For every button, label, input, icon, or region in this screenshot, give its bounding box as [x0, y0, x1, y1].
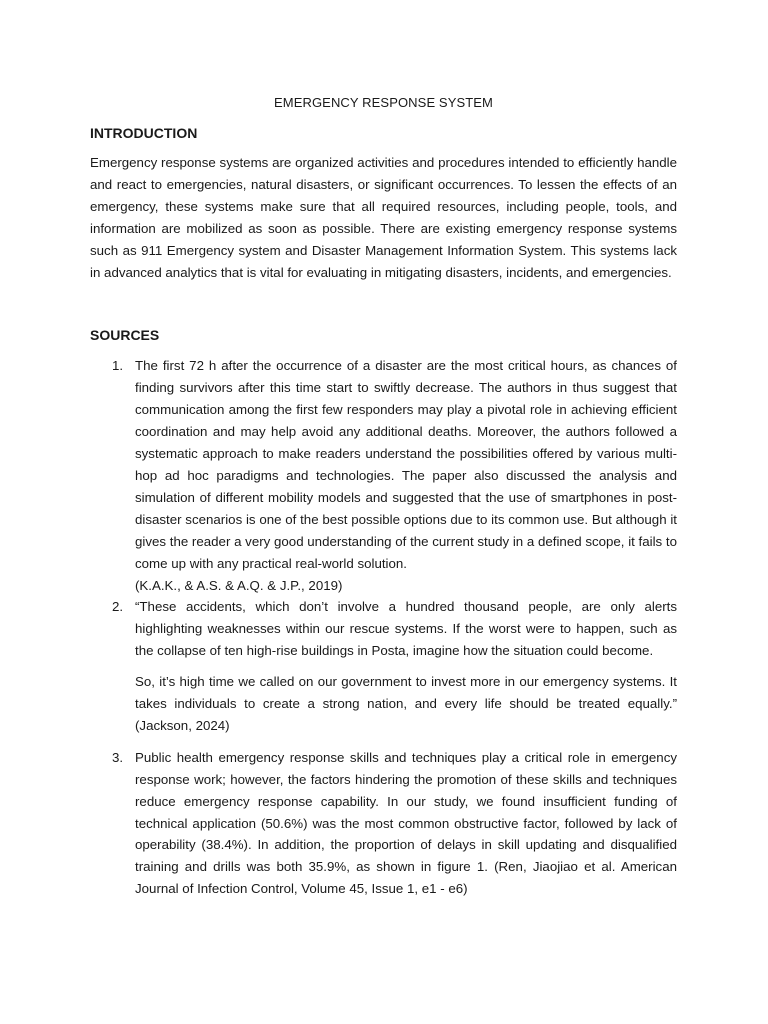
source-paragraph: So, it’s high time we called on our government to invest more in our emergency systems. It takes individuals to create a strong nation, and every life should be treated equally.” (Jackson, 2024) — [135, 674, 677, 733]
introduction-paragraph: Emergency response systems are organized activities and procedures intended to efficiently handle and react to emergencies, natural disasters, or significant occurrences. To lessen the effects of an emergency, these systems make sure that all required resources, including people, tools, and information are mobilized as soon as possible. There are existing emergency response systems such as 911 Emergency system and Disaster Management Information System. This systems lack in advanced analytics that is vital for evaluating in mitigating disasters, incidents, and emergencies. — [90, 155, 677, 280]
sources-list — [90, 355, 677, 900]
source-item-1 — [90, 355, 677, 596]
source-paragraph: “These accidents, which don’t involve a hundred thousand people, are only alerts highlighting weaknesses within our rescue systems. If the worst were to happen, such as the collapse of ten high-rise buildings in Posta, imagine how the situation could become. — [135, 599, 677, 659]
source-paragraph — [135, 355, 677, 596]
source-paragraph: Public health emergency response skills and techniques play a critical role in emergency response work; however, the factors hindering the promotion of these skills and techniques reduce emergency response capability. In our study, we found insufficient funding of technical application (50.6%) was the most common obstructive factor, followed by lack of operability (38.4%). In addition, the proportion of delays in skill updating and disqualified training and drills was both 35.9%, as shown in figure 1. (Ren, Jiaojiao et al. American Journal of Infection Control, Volume 45, Issue 1, e1 - e6) — [135, 749, 677, 897]
document-title: EMERGENCY RESPONSE SYSTEM — [274, 95, 493, 110]
introduction-heading: INTRODUCTION — [90, 125, 198, 141]
list-number: 3. — [112, 749, 124, 765]
source-item-3 — [90, 747, 677, 900]
source-citation: (K.A.K., & A.S. & A.Q. & J.P., 2019) — [135, 577, 343, 593]
list-number: 2. — [112, 599, 124, 615]
source-text: The first 72 h after the occurrence of a disaster are the most critical hours, as chances of finding survivors after this time start to swiftly decrease. The authors in thus suggest that communication among the first few responders may play a pivotal role in achieving efficient coordination and may help avoid any additional deaths. Moreover, the authors followed a systematic approach to make readers understand the possibilities offered by various multi-hop ad hoc paradigms and technologies. The paper also discussed the analysis and simulation of different mobility models and suggested that the use of smartphones in post-disaster scenarios is one of the best possible options due to its common use. But although it gives the reader a very good understanding of the current study in a defined scope, it fails to come up with any practical real-world solution. — [135, 358, 677, 571]
sources-heading: SOURCES — [90, 327, 160, 344]
list-number: 1. — [112, 358, 124, 374]
source-item-2 — [90, 596, 677, 736]
